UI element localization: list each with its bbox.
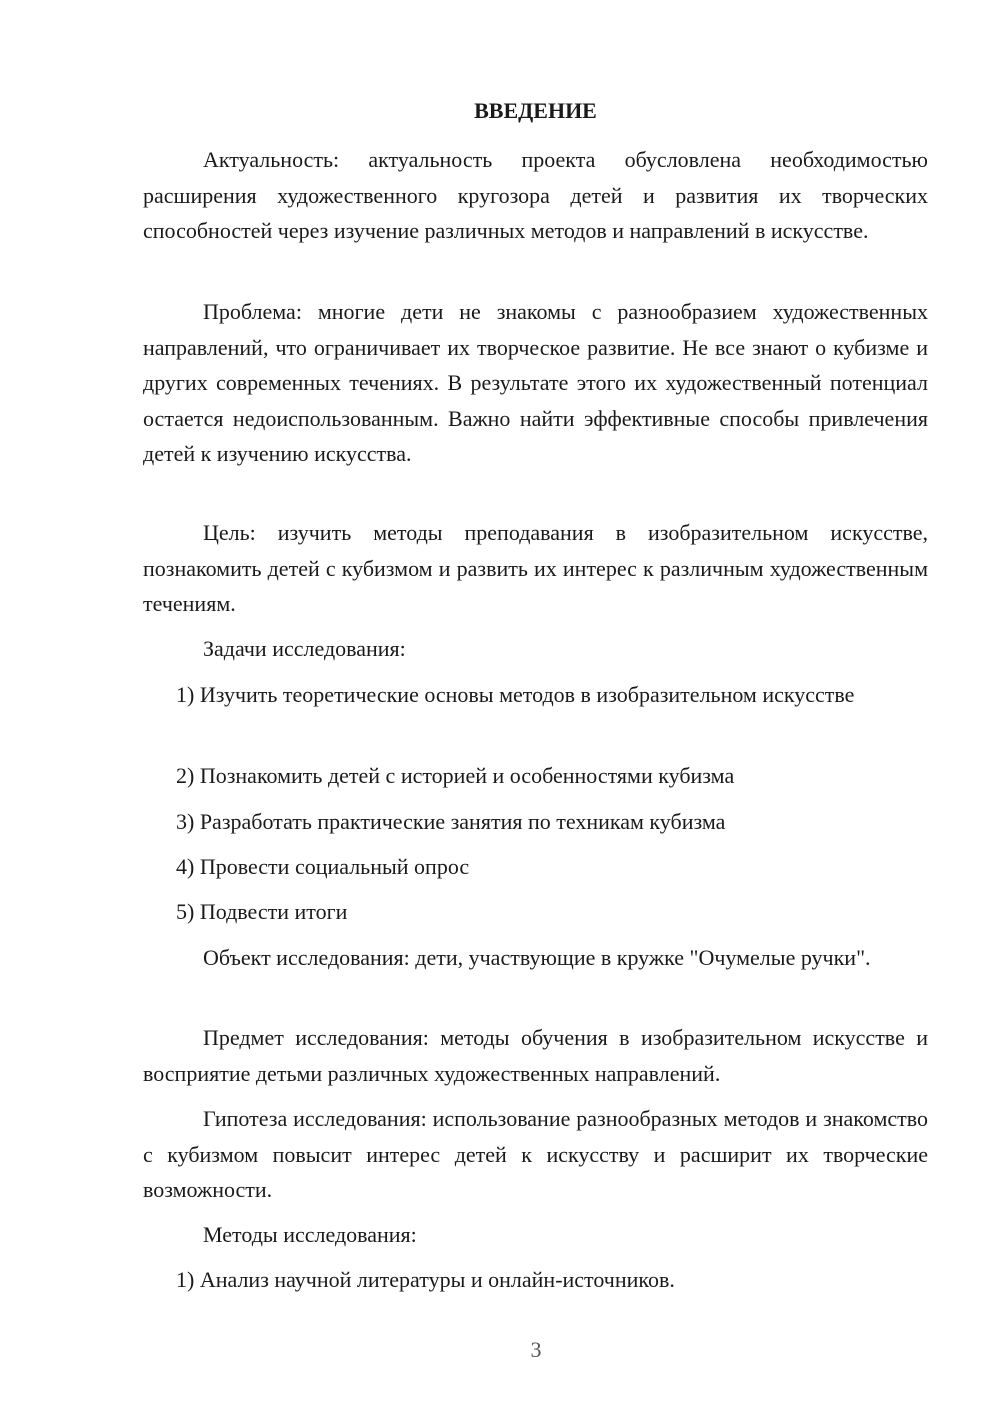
page-number: 3	[530, 1337, 542, 1362]
paragraph-goal: Цель: изучить методы преподавания в изобразительном искусстве, познакомить детей с кубизмом и развить их интерес к различным художественным течениям.	[143, 520, 928, 616]
task-item-3: 3) Разработать практические занятия по техникам кубизма	[176, 809, 726, 834]
task-item-4: 4) Провести социальный опрос	[176, 854, 470, 879]
paragraph-subject: Предмет исследования: методы обучения в изобразительном искусстве и восприятие детьми различных художественных направлений.	[143, 1025, 928, 1086]
task-item-5: 5) Подвести итоги	[176, 899, 348, 924]
task-item-1: 1) Изучить теоретические основы методов в изобразительном искусстве	[176, 682, 855, 707]
paragraph-methods-heading: Методы исследования:	[203, 1222, 417, 1247]
paragraph-hypothesis: Гипотеза исследования: использование разнообразных методов и знакомство с кубизмом повысит интерес детей к искусству и расширит их творческие возможности.	[143, 1106, 928, 1202]
task-item-2: 2) Познакомить детей с историей и особенностями кубизма	[176, 763, 735, 788]
paragraph-object: Объект исследования: дети, участвующие в кружке "Очумелые ручки".	[203, 945, 871, 970]
paragraph-relevance: Актуальность: актуальность проекта обусловлена необходимостью расширения художественного кругозора детей и развития их творческих способностей через изучение различных методов и направлений в искусстве.	[143, 147, 928, 243]
method-item-1: 1) Анализ научной литературы и онлайн-источников.	[176, 1267, 675, 1292]
paragraph-tasks-heading: Задачи исследования:	[203, 636, 406, 661]
section-title: ВВЕДЕНИЕ	[474, 98, 597, 123]
paragraph-problem: Проблема: многие дети не знакомы с разнообразием художественных направлений, что ограничивает их творческое развитие. Не все знают о кубизме и других современных течениях. В результате этого их художественный потенциал остается недоиспользованным. Важно найти эффективные способы привлечения детей к изучению искусства.	[143, 299, 928, 466]
